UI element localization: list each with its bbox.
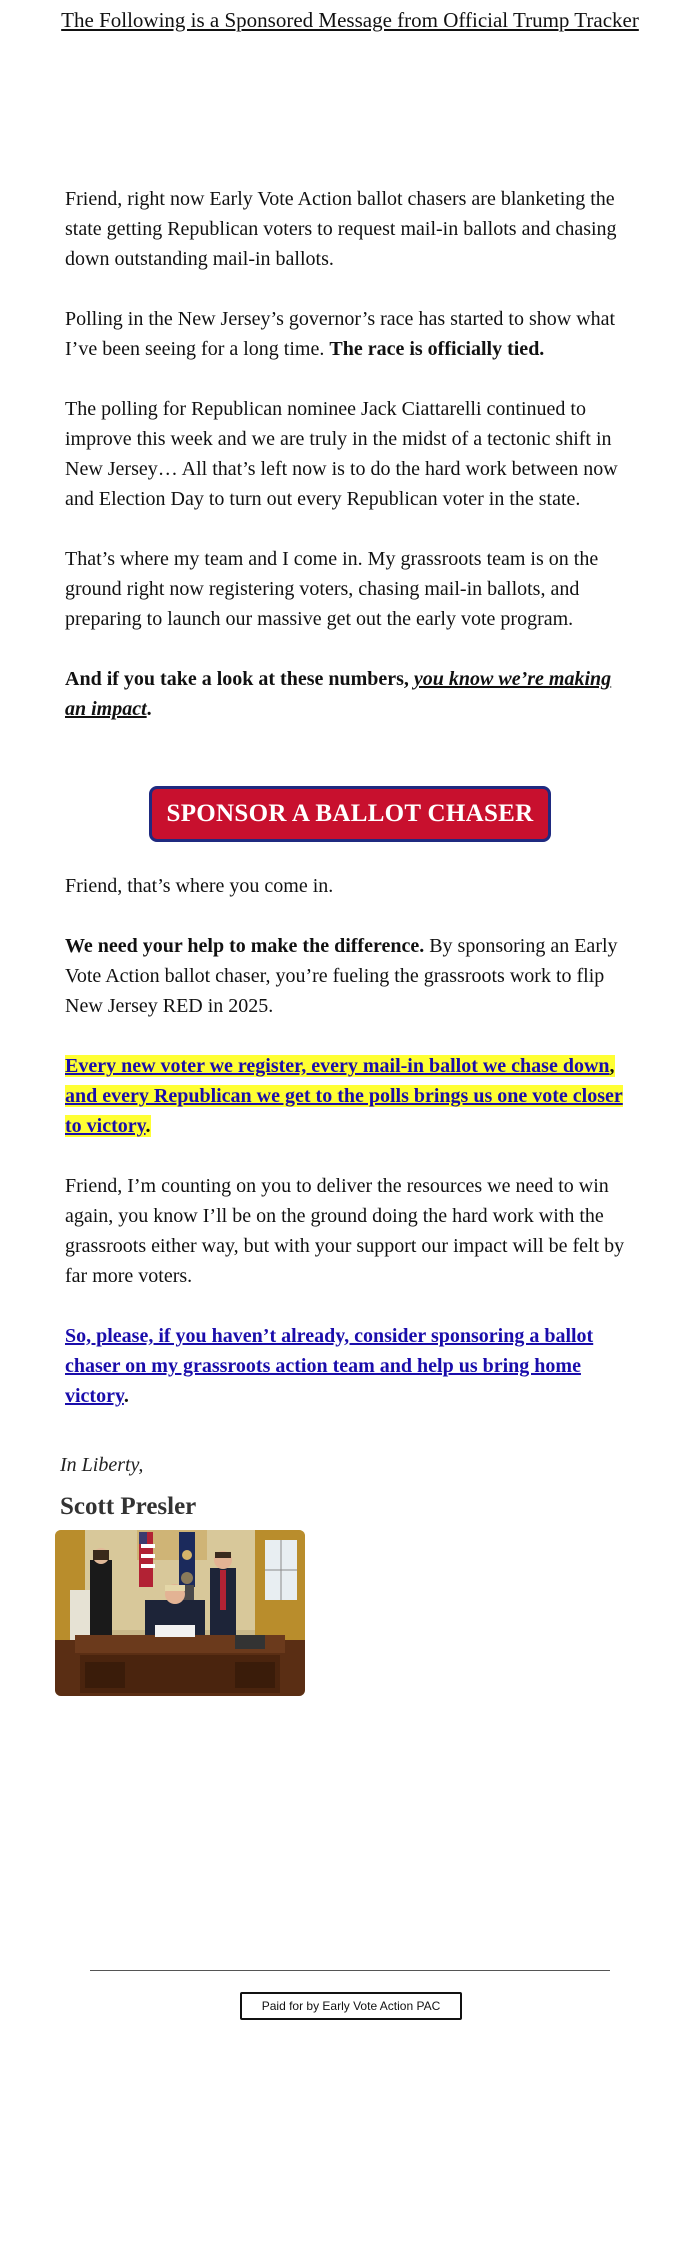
highlight-link-2[interactable]: and every Republican we get to the polls brings us one vote closer to victory [65, 1085, 623, 1137]
signature-name: Scott Presler [60, 1493, 197, 1520]
footer-divider [90, 1970, 610, 1971]
paragraph-10 [65, 1321, 635, 1411]
sponsor-link[interactable]: So, please, if you haven’t already, consider sponsoring a ballot chaser on my grassroots action team and help us bring home victory [65, 1325, 594, 1407]
cta-container [0, 786, 700, 842]
highlight-end: . [145, 1115, 151, 1137]
paid-for-disclaimer: Paid for by Early Vote Action PAC [240, 1992, 462, 2020]
paragraph-7-text: By sponsoring an Early Vote Action ballot chaser, you’re fueling the grassroots work to flip New Jersey RED in 2025. [65, 935, 618, 1017]
email-body-continued [65, 871, 635, 1441]
sponsored-notice[interactable]: The Following is a Sponsored Message from Official Trump Tracker [61, 8, 639, 32]
paragraph-10-end: . [123, 1385, 129, 1407]
paragraph-5-bold: And if you take a look at these numbers, [65, 668, 414, 690]
paragraph-5 [65, 664, 635, 724]
signature-photo [55, 1530, 305, 1696]
paragraph-4: That’s where my team and I come in. My grassroots team is on the ground right now registering voters, chasing mail-in ballots, and preparing to launch our massive get out the early vote program. [65, 548, 599, 630]
sponsor-ballot-chaser-button[interactable]: SPONSOR A BALLOT CHASER [149, 786, 551, 842]
paragraph-7-bold: We need your help to make the difference. [65, 935, 425, 957]
signoff: In Liberty, [60, 1454, 144, 1476]
paragraph-2 [65, 304, 635, 364]
paragraph-8 [65, 1051, 635, 1141]
impact-link[interactable]: you know we’re making an impact [65, 668, 612, 720]
highlight-comma: , [609, 1055, 615, 1077]
paragraph-1: Friend, right now Early Vote Action ballot chasers are blanketing the state getting Republican voters to request mail-in ballots and chasing down outstanding mail-in ballots. [65, 188, 617, 270]
paragraph-6: Friend, that’s where you come in. [65, 875, 334, 897]
paragraph-7 [65, 931, 635, 1021]
highlight-link-1[interactable]: Every new voter we register, every mail-in ballot we chase down [65, 1055, 610, 1077]
paragraph-5-end: . [146, 698, 152, 720]
email-body [65, 184, 635, 754]
paragraph-9: Friend, I’m counting on you to deliver the resources we need to win again, you know I’ll be on the ground doing the hard work with the grassroots either way, but with your support our impact will be felt by far more voters. [65, 1175, 625, 1287]
oval-office-photo-illustration [55, 1530, 305, 1696]
paragraph-2-text: Polling in the New Jersey’s governor’s race has started to show what I’ve been seeing for a long time. [65, 308, 616, 360]
paragraph-3: The polling for Republican nominee Jack Ciattarelli continued to improve this week and we are truly in the midst of a tectonic shift in New Jersey… All that’s left now is to do the hard work between now and Election Day to turn out every Republican voter in the state. [65, 398, 618, 510]
paragraph-2-bold: The race is officially tied. [329, 338, 545, 360]
